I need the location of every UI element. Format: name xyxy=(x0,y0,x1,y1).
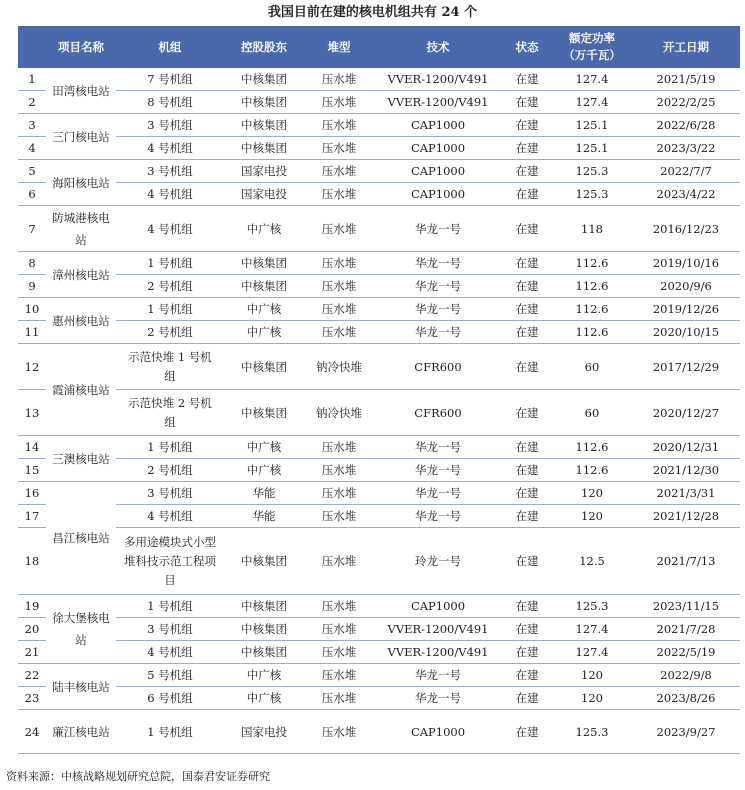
shareholder-cell: 中核集团 xyxy=(224,114,304,137)
status-cell: 在建 xyxy=(502,252,552,275)
plant-name: 海阳核电站 xyxy=(46,160,116,206)
row-index: 23 xyxy=(18,687,46,710)
plant-name: 漳州核电站 xyxy=(46,252,116,298)
tech-cell: VVER-1200/V491 xyxy=(374,618,502,641)
power-cell: 112.6 xyxy=(552,459,632,482)
reactor-cell: 压水堆 xyxy=(304,321,374,344)
reactor-cell: 钠冷快堆 xyxy=(304,344,374,390)
power-cell: 120 xyxy=(552,664,632,687)
unit-cell: 示范快堆 1 号机组 xyxy=(116,344,224,390)
shareholder-cell: 中核集团 xyxy=(224,68,304,91)
table-row xyxy=(18,664,740,687)
tech-cell: 华龙一号 xyxy=(374,275,502,298)
reactor-cell: 压水堆 xyxy=(304,206,374,252)
tech-cell: 华龙一号 xyxy=(374,298,502,321)
tech-cell: 华龙一号 xyxy=(374,664,502,687)
reactor-cell: 压水堆 xyxy=(304,595,374,618)
status-cell: 在建 xyxy=(502,390,552,436)
header-plant: 项目名称 xyxy=(46,26,116,68)
table-row xyxy=(18,160,740,183)
start-date-cell: 2022/9/8 xyxy=(632,664,740,687)
table-row xyxy=(18,206,740,252)
start-date-cell: 2021/12/30 xyxy=(632,459,740,482)
power-cell: 112.6 xyxy=(552,321,632,344)
plant-name: 三澳核电站 xyxy=(46,436,116,482)
table-row xyxy=(18,436,740,459)
shareholder-cell: 中核集团 xyxy=(224,390,304,436)
status-cell: 在建 xyxy=(502,114,552,137)
header-status: 状态 xyxy=(502,26,552,68)
shareholder-cell: 中核集团 xyxy=(224,252,304,275)
status-cell: 在建 xyxy=(502,275,552,298)
reactor-cell: 压水堆 xyxy=(304,183,374,206)
row-index: 3 xyxy=(18,114,46,137)
power-cell: 127.4 xyxy=(552,91,632,114)
start-date-cell: 2021/7/13 xyxy=(632,528,740,595)
table-row xyxy=(18,641,740,664)
unit-cell: 示范快堆 2 号机组 xyxy=(116,390,224,436)
shareholder-cell: 中广核 xyxy=(224,321,304,344)
reactor-cell: 压水堆 xyxy=(304,436,374,459)
start-date-cell: 2022/5/19 xyxy=(632,641,740,664)
start-date-cell: 2020/12/27 xyxy=(632,390,740,436)
start-date-cell: 2021/7/28 xyxy=(632,618,740,641)
reactor-cell: 压水堆 xyxy=(304,275,374,298)
unit-cell: 2 号机组 xyxy=(116,459,224,482)
status-cell: 在建 xyxy=(502,459,552,482)
start-date-cell: 2016/12/23 xyxy=(632,206,740,252)
start-date-cell: 2021/12/28 xyxy=(632,505,740,528)
power-cell: 127.4 xyxy=(552,641,632,664)
plant-name: 昌江核电站 xyxy=(46,482,116,595)
unit-cell: 4 号机组 xyxy=(116,641,224,664)
header-unit: 机组 xyxy=(116,26,224,68)
tech-cell: CAP1000 xyxy=(374,595,502,618)
reactor-cell: 压水堆 xyxy=(304,687,374,710)
shareholder-cell: 中广核 xyxy=(224,459,304,482)
shareholder-cell: 中核集团 xyxy=(224,91,304,114)
power-cell: 125.1 xyxy=(552,137,632,160)
status-cell: 在建 xyxy=(502,137,552,160)
unit-cell: 多用途模块式小型堆科技示范工程项目 xyxy=(116,528,224,595)
tech-cell: 华龙一号 xyxy=(374,321,502,344)
shareholder-cell: 中核集团 xyxy=(224,344,304,390)
header-reactor: 堆型 xyxy=(304,26,374,68)
start-date-cell: 2019/10/16 xyxy=(632,252,740,275)
tech-cell: CAP1000 xyxy=(374,710,502,754)
power-cell: 127.4 xyxy=(552,618,632,641)
row-index: 22 xyxy=(18,664,46,687)
reactor-cell: 压水堆 xyxy=(304,252,374,275)
reactor-cell: 压水堆 xyxy=(304,160,374,183)
tech-cell: VVER-1200/V491 xyxy=(374,91,502,114)
reactor-cell: 压水堆 xyxy=(304,710,374,754)
shareholder-cell: 中核集团 xyxy=(224,528,304,595)
table-row xyxy=(18,91,740,114)
row-index: 4 xyxy=(18,137,46,160)
shareholder-cell: 中核集团 xyxy=(224,275,304,298)
status-cell: 在建 xyxy=(502,321,552,344)
start-date-cell: 2020/10/15 xyxy=(632,321,740,344)
plant-name: 廉江核电站 xyxy=(46,710,116,754)
row-index: 15 xyxy=(18,459,46,482)
tech-cell: 华龙一号 xyxy=(374,252,502,275)
unit-cell: 7 号机组 xyxy=(116,68,224,91)
tech-cell: VVER-1200/V491 xyxy=(374,68,502,91)
tech-cell: 华龙一号 xyxy=(374,436,502,459)
shareholder-cell: 华能 xyxy=(224,482,304,505)
power-cell: 60 xyxy=(552,344,632,390)
status-cell: 在建 xyxy=(502,68,552,91)
status-cell: 在建 xyxy=(502,344,552,390)
tech-cell: CAP1000 xyxy=(374,183,502,206)
tech-cell: VVER-1200/V491 xyxy=(374,641,502,664)
table-row xyxy=(18,687,740,710)
reactor-cell: 压水堆 xyxy=(304,68,374,91)
unit-cell: 1 号机组 xyxy=(116,710,224,754)
header-row xyxy=(18,26,740,68)
reactor-cell: 钠冷快堆 xyxy=(304,390,374,436)
reactor-cell: 压水堆 xyxy=(304,505,374,528)
start-date-cell: 2023/11/15 xyxy=(632,595,740,618)
status-cell: 在建 xyxy=(502,183,552,206)
unit-cell: 4 号机组 xyxy=(116,505,224,528)
start-date-cell: 2023/9/27 xyxy=(632,710,740,754)
power-cell: 112.6 xyxy=(552,436,632,459)
tech-cell: CAP1000 xyxy=(374,114,502,137)
plant-name: 三门核电站 xyxy=(46,114,116,160)
status-cell: 在建 xyxy=(502,298,552,321)
table-row xyxy=(18,618,740,641)
reactor-table xyxy=(18,26,740,754)
unit-cell: 8 号机组 xyxy=(116,91,224,114)
shareholder-cell: 中广核 xyxy=(224,206,304,252)
unit-cell: 5 号机组 xyxy=(116,664,224,687)
table-title: 我国目前在建的核电机组共有 24 个 xyxy=(267,5,478,20)
table-row xyxy=(18,68,740,91)
power-cell: 120 xyxy=(552,687,632,710)
status-cell: 在建 xyxy=(502,618,552,641)
source-note: 资料来源：中核战略规划研究总院，国泰君安证券研究 xyxy=(6,770,270,783)
tech-cell: CAP1000 xyxy=(374,160,502,183)
power-cell: 125.3 xyxy=(552,595,632,618)
reactor-cell: 压水堆 xyxy=(304,482,374,505)
start-date-cell: 2017/12/29 xyxy=(632,344,740,390)
shareholder-cell: 中广核 xyxy=(224,436,304,459)
unit-cell: 3 号机组 xyxy=(116,618,224,641)
status-cell: 在建 xyxy=(502,91,552,114)
status-cell: 在建 xyxy=(502,641,552,664)
table-row xyxy=(18,252,740,275)
shareholder-cell: 中核集团 xyxy=(224,618,304,641)
reactor-cell: 压水堆 xyxy=(304,641,374,664)
row-index: 24 xyxy=(18,710,46,754)
plant-name: 霞浦核电站 xyxy=(46,344,116,436)
power-cell: 125.1 xyxy=(552,114,632,137)
reactor-cell: 压水堆 xyxy=(304,528,374,595)
plant-name: 陆丰核电站 xyxy=(46,664,116,710)
tech-cell: 玲龙一号 xyxy=(374,528,502,595)
table-row xyxy=(18,459,740,482)
row-index: 11 xyxy=(18,321,46,344)
row-index: 8 xyxy=(18,252,46,275)
table-row xyxy=(18,137,740,160)
unit-cell: 4 号机组 xyxy=(116,206,224,252)
shareholder-cell: 中广核 xyxy=(224,664,304,687)
row-index: 13 xyxy=(18,390,46,436)
start-date-cell: 2022/2/25 xyxy=(632,91,740,114)
unit-cell: 1 号机组 xyxy=(116,436,224,459)
reactor-cell: 压水堆 xyxy=(304,114,374,137)
power-cell: 125.3 xyxy=(552,183,632,206)
row-index: 2 xyxy=(18,91,46,114)
tech-cell: CFR600 xyxy=(374,344,502,390)
start-date-cell: 2023/8/26 xyxy=(632,687,740,710)
row-index: 16 xyxy=(18,482,46,505)
plant-name: 徐大堡核电站 xyxy=(46,595,116,664)
start-date-cell: 2022/6/28 xyxy=(632,114,740,137)
row-index: 10 xyxy=(18,298,46,321)
row-index: 7 xyxy=(18,206,46,252)
plant-name: 田湾核电站 xyxy=(46,68,116,114)
reactor-cell: 压水堆 xyxy=(304,137,374,160)
row-index: 17 xyxy=(18,505,46,528)
start-date-cell: 2021/3/31 xyxy=(632,482,740,505)
power-cell: 12.5 xyxy=(552,528,632,595)
tech-cell: 华龙一号 xyxy=(374,687,502,710)
shareholder-cell: 中核集团 xyxy=(224,595,304,618)
unit-cell: 1 号机组 xyxy=(116,298,224,321)
plant-name: 惠州核电站 xyxy=(46,298,116,344)
header-power: 额定功率（万千瓦） xyxy=(552,26,632,68)
unit-cell: 3 号机组 xyxy=(116,160,224,183)
row-index: 21 xyxy=(18,641,46,664)
power-cell: 125.3 xyxy=(552,160,632,183)
tech-cell: CAP1000 xyxy=(374,137,502,160)
header-index xyxy=(18,26,46,68)
row-index: 14 xyxy=(18,436,46,459)
start-date-cell: 2020/12/31 xyxy=(632,436,740,459)
table-row xyxy=(18,275,740,298)
unit-cell: 2 号机组 xyxy=(116,321,224,344)
start-date-cell: 2020/9/6 xyxy=(632,275,740,298)
power-cell: 120 xyxy=(552,482,632,505)
tech-cell: 华龙一号 xyxy=(374,482,502,505)
power-cell: 118 xyxy=(552,206,632,252)
row-index: 1 xyxy=(18,68,46,91)
row-index: 5 xyxy=(18,160,46,183)
power-cell: 60 xyxy=(552,390,632,436)
reactor-cell: 压水堆 xyxy=(304,664,374,687)
table-row xyxy=(18,505,740,528)
row-index: 19 xyxy=(18,595,46,618)
header-start: 开工日期 xyxy=(632,26,740,68)
status-cell: 在建 xyxy=(502,505,552,528)
table-row xyxy=(18,344,740,390)
table-row xyxy=(18,595,740,618)
tech-cell: 华龙一号 xyxy=(374,459,502,482)
table-row xyxy=(18,528,740,595)
status-cell: 在建 xyxy=(502,436,552,459)
power-cell: 127.4 xyxy=(552,68,632,91)
table-row xyxy=(18,482,740,505)
start-date-cell: 2023/3/22 xyxy=(632,137,740,160)
reactor-cell: 压水堆 xyxy=(304,618,374,641)
start-date-cell: 2022/7/7 xyxy=(632,160,740,183)
reactor-cell: 压水堆 xyxy=(304,459,374,482)
power-cell: 112.6 xyxy=(552,252,632,275)
tech-cell: CFR600 xyxy=(374,390,502,436)
status-cell: 在建 xyxy=(502,528,552,595)
row-index: 9 xyxy=(18,275,46,298)
status-cell: 在建 xyxy=(502,595,552,618)
start-date-cell: 2019/12/26 xyxy=(632,298,740,321)
table-row xyxy=(18,321,740,344)
power-cell: 120 xyxy=(552,505,632,528)
power-cell: 112.6 xyxy=(552,298,632,321)
shareholder-cell: 中核集团 xyxy=(224,137,304,160)
row-index: 20 xyxy=(18,618,46,641)
table-row xyxy=(18,298,740,321)
status-cell: 在建 xyxy=(502,206,552,252)
status-cell: 在建 xyxy=(502,664,552,687)
plant-name: 防城港核电站 xyxy=(46,206,116,252)
row-index: 6 xyxy=(18,183,46,206)
shareholder-cell: 华能 xyxy=(224,505,304,528)
table-row xyxy=(18,183,740,206)
power-cell: 112.6 xyxy=(552,275,632,298)
unit-cell: 3 号机组 xyxy=(116,114,224,137)
start-date-cell: 2021/5/19 xyxy=(632,68,740,91)
unit-cell: 1 号机组 xyxy=(116,595,224,618)
reactor-cell: 压水堆 xyxy=(304,298,374,321)
status-cell: 在建 xyxy=(502,482,552,505)
status-cell: 在建 xyxy=(502,160,552,183)
table-row xyxy=(18,710,740,754)
table-row xyxy=(18,390,740,436)
unit-cell: 1 号机组 xyxy=(116,252,224,275)
table-row xyxy=(18,114,740,137)
power-cell: 125.3 xyxy=(552,710,632,754)
reactor-cell: 压水堆 xyxy=(304,91,374,114)
unit-cell: 4 号机组 xyxy=(116,183,224,206)
status-cell: 在建 xyxy=(502,687,552,710)
shareholder-cell: 中广核 xyxy=(224,298,304,321)
header-tech: 技术 xyxy=(374,26,502,68)
row-index: 18 xyxy=(18,528,46,595)
tech-cell: 华龙一号 xyxy=(374,505,502,528)
shareholder-cell: 中广核 xyxy=(224,687,304,710)
tech-cell: 华龙一号 xyxy=(374,206,502,252)
unit-cell: 3 号机组 xyxy=(116,482,224,505)
unit-cell: 6 号机组 xyxy=(116,687,224,710)
unit-cell: 2 号机组 xyxy=(116,275,224,298)
shareholder-cell: 中核集团 xyxy=(224,641,304,664)
shareholder-cell: 国家电投 xyxy=(224,183,304,206)
shareholder-cell: 国家电投 xyxy=(224,710,304,754)
row-index: 12 xyxy=(18,344,46,390)
header-shareholder: 控股股东 xyxy=(224,26,304,68)
unit-cell: 4 号机组 xyxy=(116,137,224,160)
status-cell: 在建 xyxy=(502,710,552,754)
shareholder-cell: 国家电投 xyxy=(224,160,304,183)
start-date-cell: 2023/4/22 xyxy=(632,183,740,206)
